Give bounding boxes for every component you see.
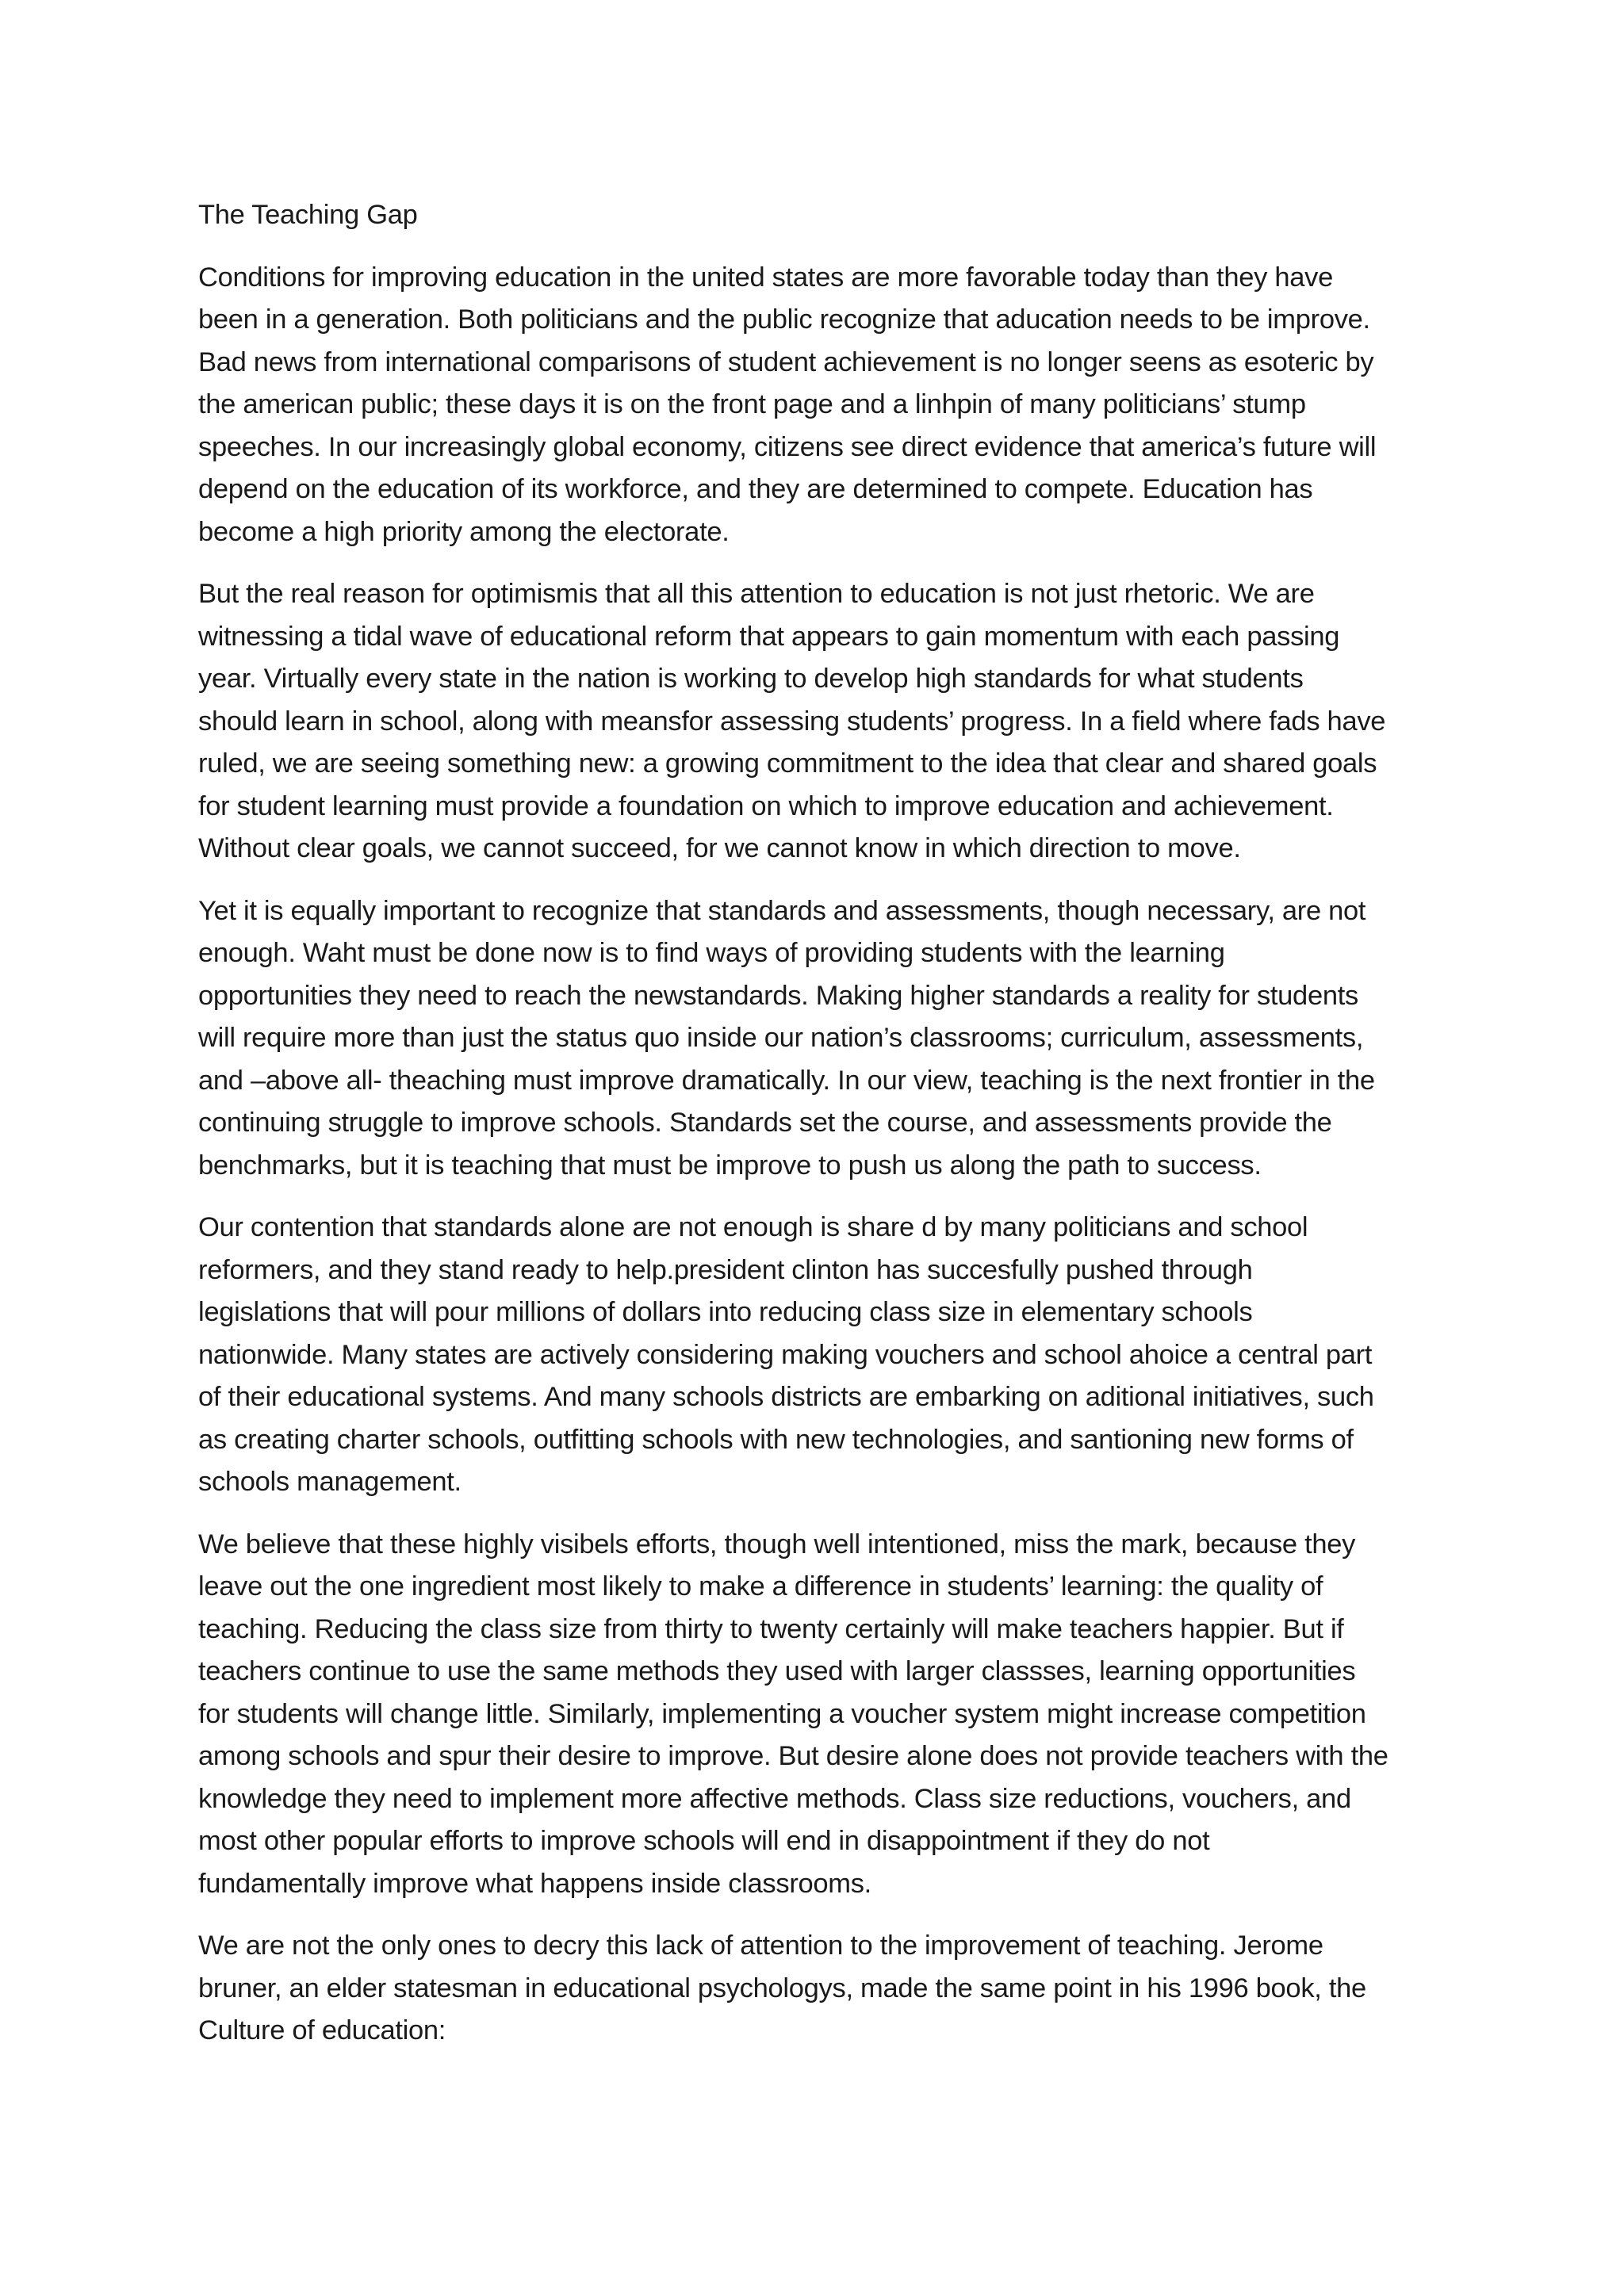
text-line: bruner, an elder statesman in educational psychologys, made the same point in his 1996 book, the xyxy=(198,1973,1366,2003)
text-line: depend on the education of its workforce, and they are determined to compete. Education has xyxy=(198,474,1313,504)
text-line: witnessing a tidal wave of educational reform that appears to gain momentum with each passing xyxy=(198,621,1340,652)
text-line: and –above all- theaching must improve dramatically. In our view, teaching is the next frontier in the xyxy=(198,1065,1375,1096)
text-line: for students will change little. Similarly, implementing a voucher system might increase competition xyxy=(198,1698,1366,1729)
paragraph-4 xyxy=(198,1207,1443,1504)
paragraph-2 xyxy=(198,573,1443,871)
text-line: But the real reason for optimismis that all this attention to education is not just rhetoric. We are xyxy=(198,579,1315,609)
text-line: enough. Waht must be done now is to find ways of providing students with the learning xyxy=(198,938,1225,968)
text-line: among schools and spur their desire to improve. But desire alone does not provide teachers with the xyxy=(198,1741,1388,1771)
text-line: Bad news from international comparisons of student achievement is no longer seens as esoteric by xyxy=(198,346,1374,377)
text-line: benchmarks, but it is teaching that must be improve to push us along the path to success. xyxy=(198,1150,1262,1181)
text-line: should learn in school, along with meansfor assessing students’ progress. In a field where fads have xyxy=(198,706,1386,737)
text-line: speeches. In our increasingly global economy, citizens see direct evidence that america’s future will xyxy=(198,431,1377,462)
text-line: opportunities they need to reach the newstandards. Making higher standards a reality for students xyxy=(198,980,1358,1011)
text-line: for student learning must provide a foundation on which to improve education and achievement. xyxy=(198,790,1334,821)
text-line: become a high priority among the electorate. xyxy=(198,516,730,547)
text-line: We believe that these highly visibels efforts, though well intentioned, miss the mark, because they xyxy=(198,1529,1356,1559)
document-body xyxy=(198,194,1443,2072)
text-line: leave out the one ingredient most likely to make a difference in students’ learning: the quality of xyxy=(198,1571,1323,1601)
paragraph-container xyxy=(198,257,1443,2053)
text-line: Yet it is equally important to recognize that standards and assessments, though necessary, are not xyxy=(198,895,1366,926)
text-line: as creating charter schools, outfitting schools with new technologies, and santioning new forms of xyxy=(198,1424,1354,1455)
text-line: Culture of education: xyxy=(198,2015,446,2045)
paragraph-6 xyxy=(198,1925,1443,2053)
text-line: the american public; these days it is on the front page and a linhpin of many politicians’ stump xyxy=(198,389,1306,419)
text-line: most other popular efforts to improve schools will end in disappointment if they do not xyxy=(198,1826,1210,1856)
text-line: Our contention that standards alone are not enough is share d by many politicians and school xyxy=(198,1212,1308,1242)
text-line: teachers continue to use the same methods they used with larger classses, learning opportunities xyxy=(198,1656,1356,1686)
text-line: reformers, and they stand ready to help.president clinton has succesfully pushed through xyxy=(198,1254,1253,1285)
text-line: continuing struggle to improve schools. Standards set the course, and assessments provide the xyxy=(198,1108,1332,1138)
text-line: nationwide. Many states are actively considering making vouchers and school ahoice a central part xyxy=(198,1339,1373,1370)
text-line: Conditions for improving education in the united states are more favorable today than they have xyxy=(198,262,1333,293)
paragraph-3 xyxy=(198,890,1443,1188)
text-line: been in a generation. Both politicians and the public recognize that aducation needs to be improve. xyxy=(198,304,1370,335)
text-line: of their educational systems. And many schools districts are embarking on aditional initiatives, such xyxy=(198,1382,1374,1412)
text-line: will require more than just the status quo inside our nation’s classrooms; curriculum, assessments, xyxy=(198,1023,1364,1053)
paragraph-5 xyxy=(198,1524,1443,1906)
document-title: The Teaching Gap xyxy=(198,200,418,230)
text-line: schools management. xyxy=(198,1467,462,1497)
text-line: knowledge they need to implement more affective methods. Class size reductions, vouchers, and xyxy=(198,1783,1351,1814)
text-line: ruled, we are seeing something new: a growing commitment to the idea that clear and shared goals xyxy=(198,748,1377,779)
text-line: teaching. Reducing the class size from thirty to twenty certainly will make teachers happier. But if xyxy=(198,1613,1344,1644)
paragraph-1 xyxy=(198,257,1443,554)
text-line: Without clear goals, we cannot succeed, for we cannot know in which direction to move. xyxy=(198,833,1241,863)
text-line: year. Virtually every state in the nation is working to develop high standards for what students xyxy=(198,664,1304,694)
text-line: legislations that will pour millions of dollars into reducing class size in elementary schools xyxy=(198,1297,1253,1327)
text-line: fundamentally improve what happens inside classrooms. xyxy=(198,1868,871,1899)
text-line: We are not the only ones to decry this lack of attention to the improvement of teaching. Jerome xyxy=(198,1931,1323,1961)
